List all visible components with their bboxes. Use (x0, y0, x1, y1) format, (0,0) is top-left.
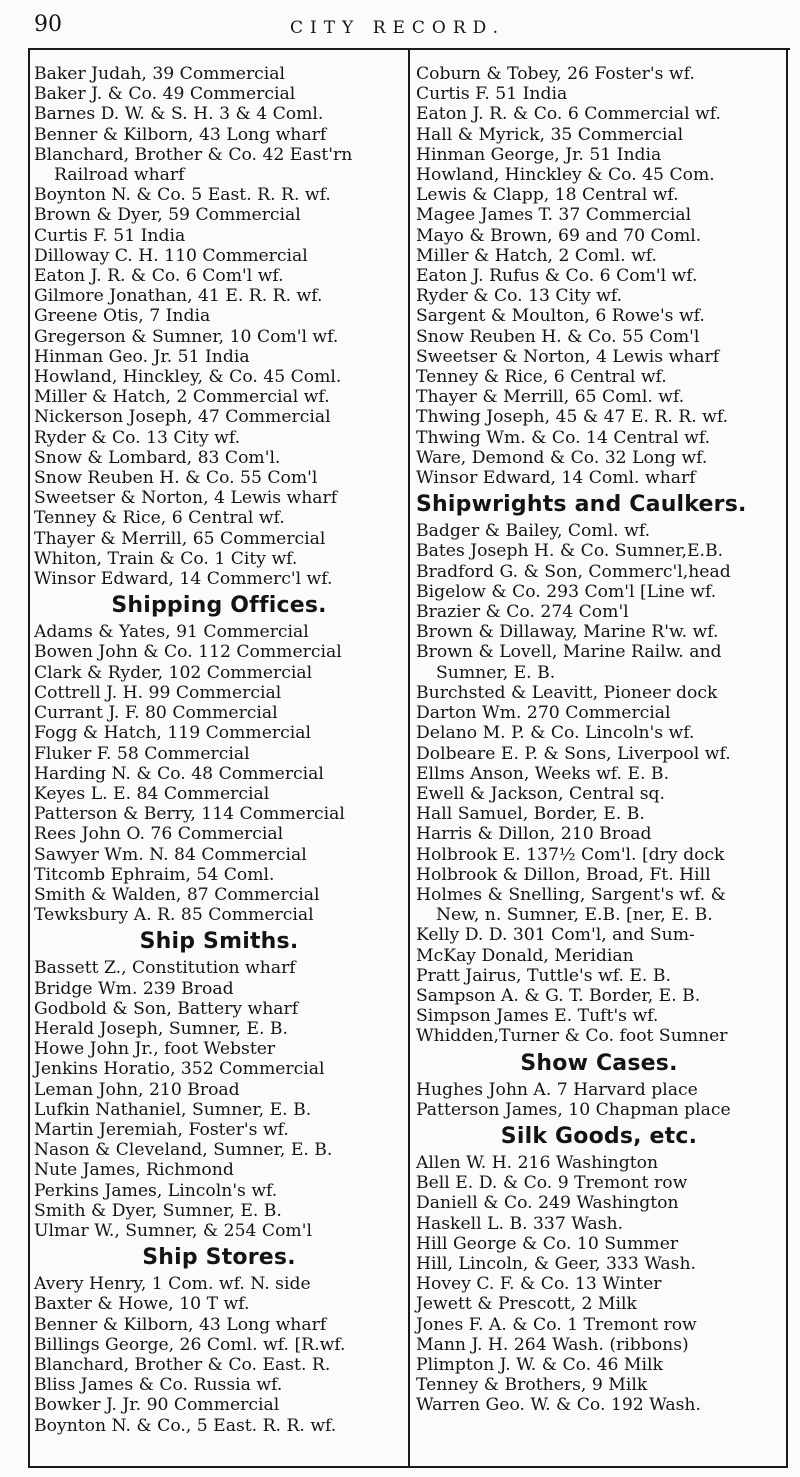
directory-entry: Rees John O. 76 Commercial (34, 824, 284, 845)
page-number: 90 (34, 12, 62, 37)
directory-entry: Bridge Wm. 239 Broad (34, 978, 234, 999)
directory-entry: Delano M. P. & Co. Lincoln's wf. (416, 723, 695, 744)
directory-entry: Hill George & Co. 10 Summer (416, 1233, 679, 1254)
directory-entry: Greene Otis, 7 India (34, 306, 211, 327)
directory-entry: Curtis F. 51 India (34, 225, 186, 246)
directory-entry: Godbold & Son, Battery wharf (34, 998, 299, 1019)
directory-entry: Nason & Cleveland, Sumner, E. B. (34, 1140, 333, 1161)
directory-entry: Bassett Z., Constitution wharf (34, 958, 296, 979)
page-header (0, 0, 800, 46)
left-border (28, 48, 30, 1468)
directory-entry: Tenney & Rice, 6 Central wf. (34, 508, 285, 529)
directory-entry: Warren Geo. W. & Co. 192 Wash. (416, 1395, 701, 1416)
directory-entry: Mann J. H. 264 Wash. (ribbons) (416, 1334, 689, 1355)
directory-entry: Eaton J. R. & Co. 6 Com'l wf. (34, 266, 284, 287)
directory-entry: Eaton J. R. & Co. 6 Commercial wf. (416, 104, 721, 125)
directory-entry: Ewell & Jackson, Central sq. (416, 783, 666, 804)
bottom-rule (28, 1466, 788, 1468)
directory-entry: Tenney & Brothers, 9 Milk (416, 1375, 648, 1396)
section-heading: Show Cases. (520, 1050, 678, 1076)
directory-entry: Perkins James, Lincoln's wf. (34, 1180, 278, 1201)
directory-entry: Thwing Wm. & Co. 14 Central wf. (416, 427, 711, 448)
left-column (34, 64, 404, 1436)
right-border (786, 48, 788, 1468)
directory-entry: Blanchard, Brother & Co. 42 East'rn (34, 144, 353, 165)
directory-entry: Harding N. & Co. 48 Commercial (34, 763, 324, 784)
directory-entry: Billings George, 26 Coml. wf. [R.wf. (34, 1334, 346, 1355)
directory-entry: Hall & Myrick, 35 Commercial (416, 124, 684, 145)
directory-entry: Thwing Joseph, 45 & 47 E. R. R. wf. (416, 407, 729, 428)
directory-entry: Snow Reuben H. & Co. 55 Com'l (34, 468, 318, 489)
directory-entry: Fluker F. 58 Commercial (34, 743, 250, 764)
directory-entry: Boynton N. & Co. 5 East. R. R. wf. (34, 185, 331, 206)
directory-entry: Leman John, 210 Broad (34, 1079, 240, 1100)
directory-entry: Bates Joseph H. & Co. Sumner,E.B. (416, 541, 724, 562)
directory-entry: Clark & Ryder, 102 Commercial (34, 662, 313, 683)
directory-entry: Simpson James E. Tuft's wf. (416, 1006, 659, 1027)
directory-entry: Holbrook E. 137½ Com'l. [dry dock (416, 844, 725, 865)
directory-entry: Winsor Edward, 14 Commerc'l wf. (34, 569, 333, 590)
directory-entry: Benner & Kilborn, 43 Long wharf (34, 1314, 327, 1335)
directory-entry: New, n. Sumner, E.B. [ner, E. B. (436, 905, 713, 926)
directory-entry: McKay Donald, Meridian (416, 945, 634, 966)
directory-entry: Magee James T. 37 Commercial (416, 205, 692, 226)
running-title: CITY RECORD. (290, 18, 506, 38)
directory-entry: Jewett & Prescott, 2 Milk (416, 1294, 637, 1315)
directory-entry: Brown & Dyer, 59 Commercial (34, 205, 301, 226)
section-heading: Shipping Offices. (111, 593, 327, 619)
directory-entry: Fogg & Hatch, 119 Commercial (34, 723, 311, 744)
directory-entry: Holbrook & Dillon, Broad, Ft. Hill (416, 864, 711, 885)
directory-entry: Blanchard, Brother & Co. East. R. (34, 1354, 331, 1375)
directory-entry: Jenkins Horatio, 352 Commercial (34, 1059, 325, 1080)
directory-entry: Darton Wm. 270 Commercial (416, 703, 671, 724)
directory-entry: Hill, Lincoln, & Geer, 333 Wash. (416, 1253, 696, 1274)
directory-entry: Brown & Lovell, Marine Railw. and (416, 642, 722, 663)
directory-entry: Lufkin Nathaniel, Sumner, E. B. (34, 1099, 312, 1120)
directory-entry: Badger & Bailey, Coml. wf. (416, 521, 651, 542)
directory-entry: Snow Reuben H. & Co. 55 Com'l (416, 326, 700, 347)
directory-entry: Jones F. A. & Co. 1 Tremont row (416, 1314, 697, 1335)
header-rule (30, 48, 790, 50)
directory-entry: Hall Samuel, Border, E. B. (416, 804, 645, 825)
directory-entry: Bell E. D. & Co. 9 Tremont row (416, 1173, 688, 1194)
directory-entry: Titcomb Ephraim, 54 Coml. (34, 864, 275, 885)
column-divider (408, 48, 410, 1468)
directory-entry: Dolbeare E. P. & Sons, Liverpool wf. (416, 743, 731, 764)
directory-entry: Tewksbury A. R. 85 Commercial (34, 905, 314, 926)
directory-entry: Hinman Geo. Jr. 51 India (34, 346, 250, 367)
directory-entry: Brazier & Co. 274 Com'l (416, 602, 629, 623)
directory-entry: Ryder & Co. 13 City wf. (416, 286, 623, 307)
directory-entry: Bradford G. & Son, Commerc'l,head (416, 561, 731, 582)
right-column (416, 64, 782, 1416)
directory-entry: Whidden,Turner & Co. foot Sumner (416, 1026, 728, 1047)
directory-entry: Hovey C. F. & Co. 13 Winter (416, 1274, 662, 1295)
directory-entry: Gregerson & Sumner, 10 Com'l wf. (34, 326, 339, 347)
directory-entry: Miller & Hatch, 2 Commercial wf. (34, 387, 330, 408)
directory-entry: Patterson James, 10 Chapman place (416, 1099, 731, 1120)
directory-entry: Avery Henry, 1 Com. wf. N. side (34, 1274, 311, 1295)
directory-entry: Plimpton J. W. & Co. 46 Milk (416, 1354, 663, 1375)
directory-entry: Baker J. & Co. 49 Commercial (34, 84, 296, 105)
directory-entry: Thayer & Merrill, 65 Commercial (34, 528, 326, 549)
section-heading: Ship Smiths. (139, 929, 299, 955)
directory-entry: Curtis F. 51 India (416, 84, 568, 105)
directory-entry: Currant J. F. 80 Commercial (34, 703, 278, 724)
directory-entry: Dilloway C. H. 110 Commercial (34, 245, 308, 266)
directory-entry: Tenney & Rice, 6 Central wf. (416, 367, 667, 388)
directory-entry: Sweetser & Norton, 4 Lewis wharf (34, 488, 338, 509)
directory-entry: Haskell L. B. 337 Wash. (416, 1213, 624, 1234)
directory-entry: Sumner, E. B. (436, 662, 556, 683)
directory-entry: Ware, Demond & Co. 32 Long wf. (416, 447, 708, 468)
directory-entry: Mayo & Brown, 69 and 70 Coml. (416, 225, 702, 246)
directory-entry: Bigelow & Co. 293 Com'l [Line wf. (416, 581, 717, 602)
directory-entry: Hinman George, Jr. 51 India (416, 144, 662, 165)
section-heading: Silk Goods, etc. (500, 1123, 698, 1149)
directory-entry: Miller & Hatch, 2 Coml. wf. (416, 245, 658, 266)
directory-entry: Sampson A. & G. T. Border, E. B. (416, 985, 701, 1006)
directory-entry: Brown & Dillaway, Marine R'w. wf. (416, 622, 719, 643)
directory-entry: Keyes L. E. 84 Commercial (34, 783, 270, 804)
directory-entry: Baker Judah, 39 Commercial (34, 64, 286, 84)
directory-entry: Patterson & Berry, 114 Commercial (34, 804, 345, 825)
directory-entry: Eaton J. Rufus & Co. 6 Com'l wf. (416, 266, 698, 287)
directory-entry: Howland, Hinckley, & Co. 45 Coml. (34, 367, 342, 388)
directory-entry: Barnes D. W. & S. H. 3 & 4 Coml. (34, 104, 324, 125)
directory-entry: Ulmar W., Sumner, & 254 Com'l (34, 1220, 312, 1241)
directory-entry: Herald Joseph, Sumner, E. B. (34, 1018, 289, 1039)
directory-entry: Bowen John & Co. 112 Commercial (34, 642, 342, 663)
directory-entry: Benner & Kilborn, 43 Long wharf (34, 124, 327, 145)
directory-entry: Nute James, Richmond (34, 1160, 234, 1181)
directory-entry: Ryder & Co. 13 City wf. (34, 427, 241, 448)
directory-entry: Ellms Anson, Weeks wf. E. B. (416, 763, 670, 784)
directory-entry: Bliss James & Co. Russia wf. (34, 1375, 283, 1396)
directory-entry: Sargent & Moulton, 6 Rowe's wf. (416, 306, 705, 327)
directory-entry: Railroad wharf (54, 165, 185, 186)
directory-entry: Thayer & Merrill, 65 Coml. wf. (416, 387, 685, 408)
directory-entry: Burchsted & Leavitt, Pioneer dock (416, 682, 718, 703)
directory-entry: Whiton, Train & Co. 1 City wf. (34, 548, 298, 569)
directory-entry: Snow & Lombard, 83 Com'l. (34, 447, 281, 468)
directory-entry: Howe John Jr., foot Webster (34, 1039, 276, 1060)
directory-entry: Holmes & Snelling, Sargent's wf. & (416, 884, 726, 905)
directory-entry: Hughes John A. 7 Harvard place (416, 1079, 698, 1100)
directory-entry: Kelly D. D. 301 Com'l, and Sum- (416, 925, 695, 946)
directory-entry: Winsor Edward, 14 Coml. wharf (416, 468, 696, 489)
directory-entry: Sawyer Wm. N. 84 Commercial (34, 844, 307, 865)
directory-entry: Bowker J. Jr. 90 Commercial (34, 1395, 280, 1416)
directory-entry: Lewis & Clapp, 18 Central wf. (416, 185, 679, 206)
directory-entry: Smith & Dyer, Sumner, E. B. (34, 1200, 282, 1221)
directory-entry: Howland, Hinckley & Co. 45 Com. (416, 165, 715, 186)
section-heading: Shipwrights and Caulkers. (416, 492, 747, 518)
directory-entry: Coburn & Tobey, 26 Foster's wf. (416, 64, 695, 84)
directory-entry: Adams & Yates, 91 Commercial (34, 622, 309, 643)
directory-entry: Smith & Walden, 87 Commercial (34, 884, 320, 905)
directory-entry: Pratt Jairus, Tuttle's wf. E. B. (416, 965, 671, 986)
directory-entry: Boynton N. & Co., 5 East. R. R. wf. (34, 1415, 337, 1436)
directory-entry: Sweetser & Norton, 4 Lewis wharf (416, 346, 720, 367)
directory-entry: Gilmore Jonathan, 41 E. R. R. wf. (34, 286, 323, 307)
directory-entry: Baxter & Howe, 10 T wf. (34, 1294, 250, 1315)
directory-entry: Nickerson Joseph, 47 Commercial (34, 407, 331, 428)
directory-entry: Daniell & Co. 249 Washington (416, 1193, 679, 1214)
directory-entry: Allen W. H. 216 Washington (416, 1152, 659, 1173)
directory-entry: Martin Jeremiah, Foster's wf. (34, 1119, 289, 1140)
section-heading: Ship Stores. (142, 1245, 296, 1271)
directory-entry: Cottrell J. H. 99 Commercial (34, 682, 282, 703)
directory-entry: Harris & Dillon, 210 Broad (416, 824, 652, 845)
